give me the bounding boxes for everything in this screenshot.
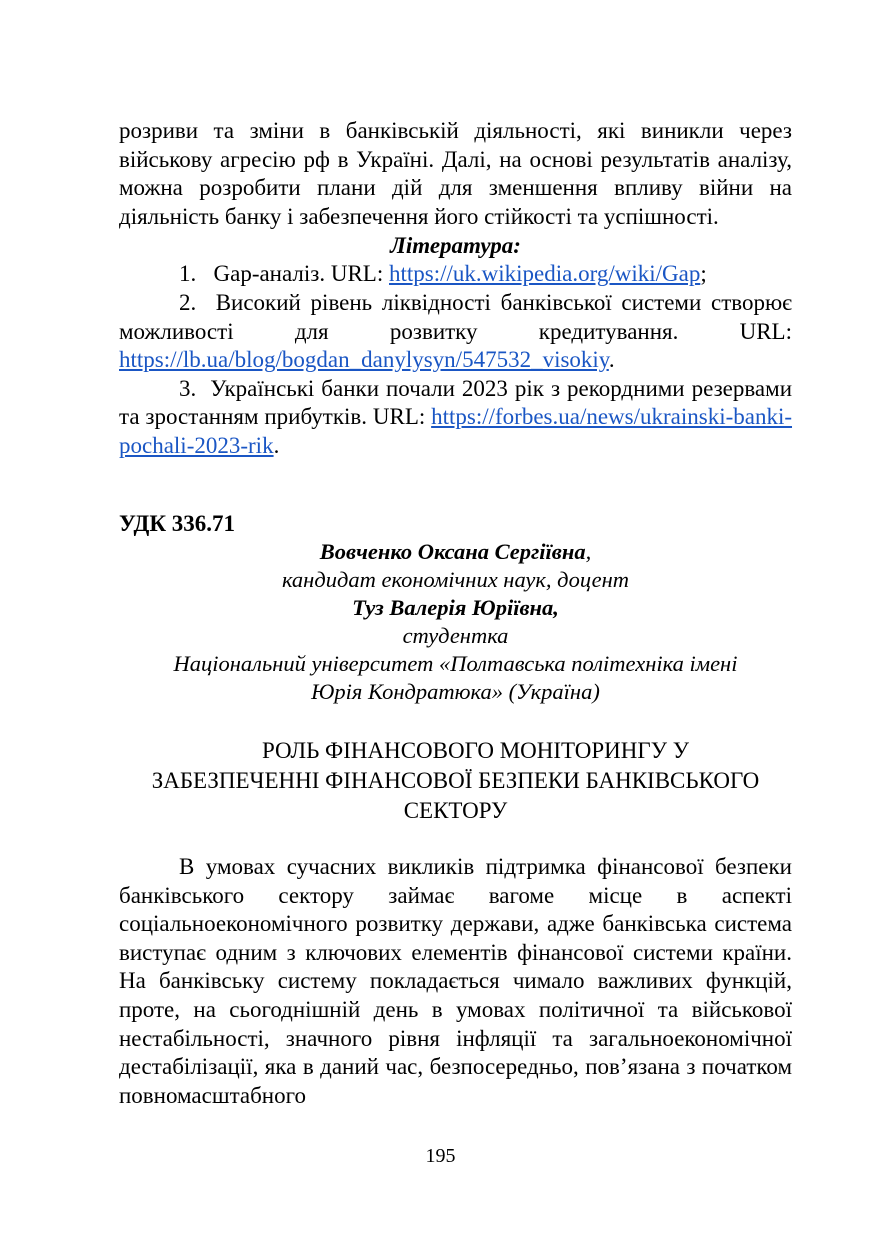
page-top-section: [119, 117, 792, 461]
literature-item-3-num: 3.: [179, 375, 197, 401]
literature-item-1-end: ;: [700, 261, 707, 287]
article-title: [119, 736, 792, 826]
literature-item-2-link[interactable]: https://lb.ua/blog/bogdan_danylysyn/547532_visokiy: [119, 347, 609, 373]
article-title-line-2: ЗАБЕЗПЕЧЕННІ ФІНАНСОВОЇ БЕЗПЕКИ БАНКІВСЬКОГО: [151, 768, 760, 793]
literature-item-3-end: .: [273, 432, 280, 458]
literature-item-2-text: Високий рівень ліквідності банківської системи створює можливості для розвитку кредитування. URL:: [119, 289, 793, 344]
udk-code: УДК 336.71: [119, 511, 236, 536]
author-1-name: Вовченко Оксана Сергіївна: [319, 539, 586, 564]
affiliation-line-1: Національний університет «Полтавська політехніка імені: [173, 651, 738, 676]
literature-item-1-num: 1.: [179, 261, 197, 287]
literature-item-2-num: 2.: [179, 289, 197, 315]
author-1-comma: ,: [585, 539, 592, 564]
literature-item-1-text: Gap-аналіз. URL:: [213, 261, 389, 287]
literature-item-2: [119, 289, 792, 375]
author-1: [119, 538, 792, 566]
literature-item-1-link[interactable]: https://uk.wikipedia.org/wiki/Gap: [389, 261, 701, 287]
intro-paragraph: розриви та зміни в банківській діяльності, які виникли через військову агресію рф в Україні. Далі, на основі результатів аналізу, можна розробити плани дій для зменшення впливу війни на діяльність банку і забезпечення його стійкості та успішності.: [119, 118, 792, 229]
literature-item-3-link[interactable]: https://forbes.ua/news/ukrainski-banki-pochali-2023-rik: [119, 404, 793, 458]
literature-item-3: [119, 375, 792, 461]
affiliation-line-2: Юрія Кондратюка» (Україна): [311, 679, 600, 704]
author-2-role: студентка: [402, 623, 509, 648]
author-block: [119, 538, 792, 706]
literature-item-1: [119, 260, 792, 289]
article-title-line-3: СЕКТОРУ: [403, 798, 508, 823]
author-2-name: Туз Валерія Юріївна,: [352, 595, 559, 620]
literature-heading: Література:: [390, 233, 521, 259]
article-title-line-1: РОЛЬ ФІНАНСОВОГО МОНІТОРИНГУ У: [261, 738, 690, 763]
author-1-role: кандидат економічних наук, доцент: [281, 567, 630, 592]
article-body: [119, 853, 792, 1110]
article-body-paragraph: В умовах сучасних викликів підтримка фінансової безпеки банківського сектору займає вагоме місце в аспекті соціальноекономічного розвитку держави, адже банківська система виступає одним з ключових елементів фінансової системи країни. На банківську систему покладається чимало важливих функцій, проте, на сьогоднішній день в умовах політичної та військової нестабільності, значного рівня інфляції та загальноекономічної дестабілізації, яка в даний час, безпосередньо, пов’язана з початком повномасштабного: [119, 854, 792, 1108]
literature-item-2-end: .: [608, 347, 615, 373]
page-number: 195: [425, 1145, 456, 1167]
literature-item-3-text: Українські банки почали 2023 рік з рекордними резервами та зростанням прибутків. URL:: [119, 375, 793, 430]
